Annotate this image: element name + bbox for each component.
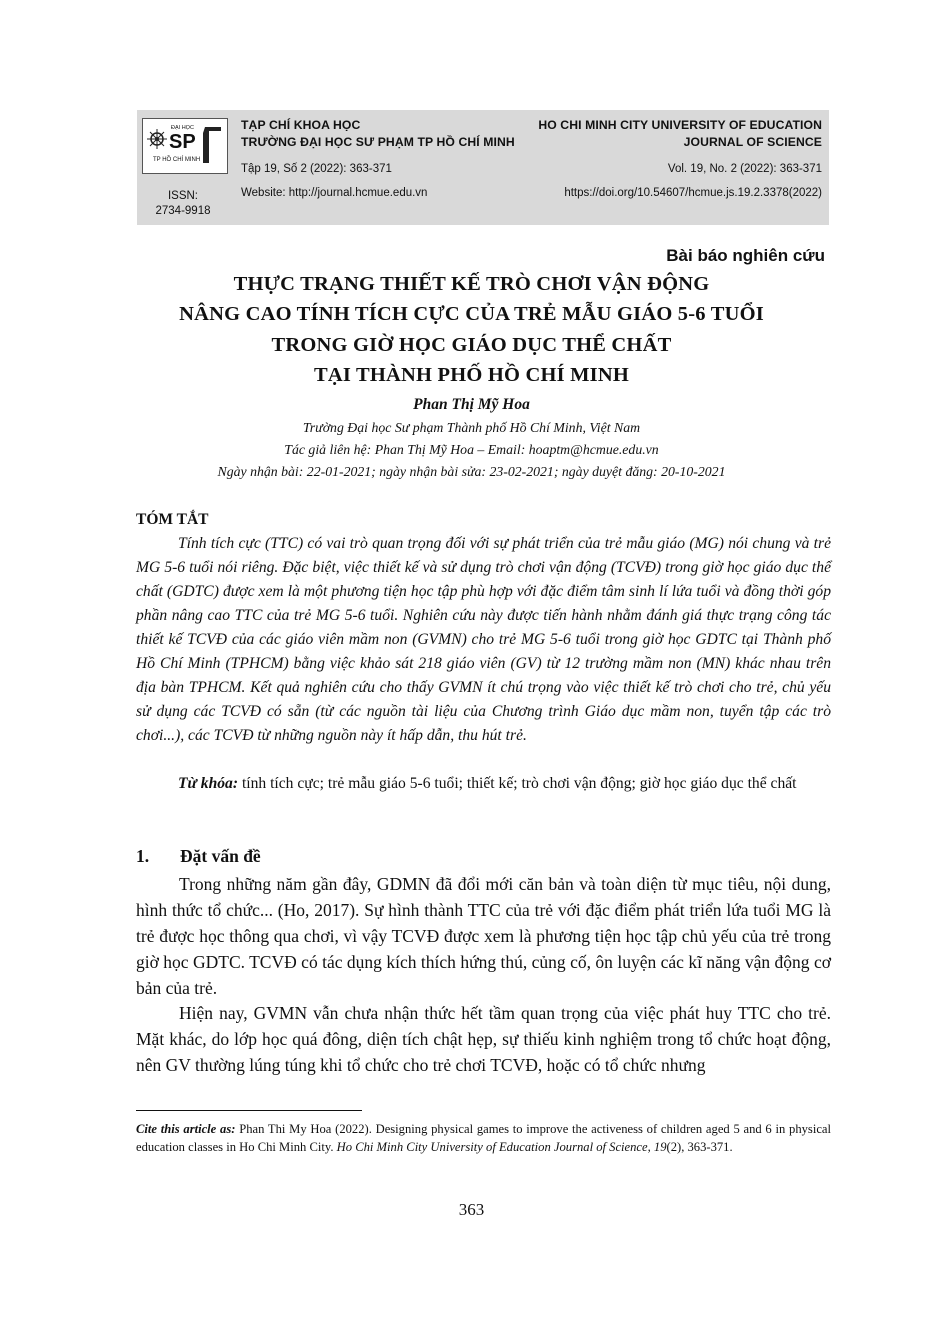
corresponding-author: Tác giả liên hệ: Phan Thị Mỹ Hoa – Email: hoaptm@hcmue.edu.vn [284,442,659,457]
journal-name-vn-1: TẠP CHÍ KHOA HỌC [241,118,361,132]
section-paragraph-1: Trong những năm gần đây, GDMN đã đổi mới căn bản và toàn diện từ mục tiêu, nội dung, hình thức tổ chức... (Ho, 2017). Sự hình thành TTC của trẻ với đặc điểm phát triển lứa tuổi MG là trẻ được học thông qua chơi, vì vậy TCVĐ được xem là phương tiện học tập chủ yếu của trẻ trong giờ học GDTC. TCVĐ có tác dụng kích thích hứng thú, củng cố, ôn luyện các kĩ năng vận động cơ bản của trẻ. [136,874,831,998]
citation-text: Phan Thi My Hoa (2022). Designing physical games to improve the activeness of children aged 5 and 6 in physical education classes in Ho Chi Minh City. [136,1122,832,1154]
citation-footnote [136,1120,831,1156]
issn-value: 2734-9918 [155,205,211,217]
title-line-4: TẠI THÀNH PHỐ HỒ CHÍ MINH [314,364,629,386]
citation-journal: Ho Chi Minh City University of Education Journal of Science, [336,1140,651,1154]
abstract-text: Tính tích cực (TTC) có vai trò quan trọng đối với sự phát triển của trẻ mẫu giáo (MG) nói chung và trẻ MG 5-6 tuổi nói riêng. Đặc biệt, việc thiết kế và sử dụng trò chơi vận động (TCVĐ) trong giờ học giáo dục thể chất (GDTC) được xem là một phương tiện học tập phù hợp với đặc điểm tâm sinh lí lứa tuổi và đồng thời góp phần nâng cao TTC của trẻ MG 5-6 tuổi. Nghiên cứu này được tiến hành nhằm đánh giá thực trạng công tác thiết kế TCVĐ của các giáo viên mầm non (GVMN) cho trẻ MG 5-6 tuổi trong giờ học GDTC tại Thành phố Hồ Chí Minh (TPHCM) bằng việc khảo sát 218 giáo viên (GV) từ 12 trường mầm non (MN) khác nhau trên địa bàn TPHCM. Kết quả nghiên cứu cho thấy GVMN ít chú trọng vào việc thiết kế trò chơi cho trẻ, chủ yếu sử dụng các TCVĐ có sẵn (từ các nguồn tài liệu của Chương trình Giáo dục mầm non, tuyển tập các trò chơi...), các TCVĐ từ những nguồn này ít hấp dẫn, thu hút trẻ. [136,535,831,744]
logo-top-text: ĐẠI HỌC [171,125,194,131]
abstract-heading: TÓM TẮT [136,511,209,528]
affiliation: Trường Đại học Sư phạm Thành phố Hồ Chí Minh, Việt Nam [302,420,641,435]
citation-pages: (2), 363-371. [666,1140,733,1154]
section-paragraph-2: Hiện nay, GVMN vẫn chưa nhận thức hết tầm quan trọng của việc phát huy TTC cho trẻ. Mặt khác, do lớp học quá đông, diện tích chật hẹp, sự thiếu kinh nghiệm trong tổ chức hoạt động, nên GV thường lúng túng khi tổ chức cho trẻ chơi TCVĐ, hoặc có tổ chức nhưng [136,1003,831,1075]
logo-bottom-text: TP HỒ CHÍ MINH [153,157,201,163]
title-line-2: NÂNG CAO TÍNH TÍCH CỰC CỦA TRẺ MẪU GIÁO 5-6 TUỔI [179,303,764,325]
page-number: 363 [458,1200,485,1219]
logo-main-text: SP [169,131,196,153]
doi-link[interactable]: https://doi.org/10.54607/hcmue.js.19.2.3378(2022) [564,187,822,199]
title-line-1: THỰC TRẠNG THIẾT KẾ TRÒ CHƠI VẬN ĐỘNG [233,273,710,295]
citation-volume: 19 [653,1140,667,1154]
keywords-text: tính tích cực; trẻ mẫu giáo 5-6 tuổi; thiết kế; trò chơi vận động; giờ học giáo dục thể chất [241,775,797,792]
keywords [136,772,831,796]
section-number: 1. [136,846,150,866]
citation-label: Cite this article as: [136,1122,236,1136]
section-title: Đặt vấn đề [180,846,261,866]
journal-name-en-2: JOURNAL OF SCIENCE [683,135,822,149]
issn-label: ISSN: [167,190,199,202]
author-name: Phan Thị Mỹ Hoa [413,396,530,413]
footnote-divider [136,1110,362,1111]
journal-name-vn-2: TRƯỜNG ĐẠI HỌC SƯ PHẠM TP HỒ CHÍ MINH [241,135,515,149]
website-link[interactable]: Website: http://journal.hcmue.edu.vn [241,187,428,199]
volume-vn: Tập 19, Số 2 (2022): 363-371 [241,163,392,175]
journal-name-en-1: HO CHI MINH CITY UNIVERSITY OF EDUCATION [538,118,822,132]
submission-dates: Ngày nhận bài: 22-01-2021; ngày nhận bài sửa: 23-02-2021; ngày duyệt đăng: 20-10-2021 [217,464,726,479]
journal-logo [142,118,228,174]
title-line-3: TRONG GIỜ HỌC GIÁO DỤC THỂ CHẤT [271,334,672,356]
article-type: Bài báo nghiên cứu [666,246,825,265]
keywords-label: Từ khóa: [178,775,239,792]
volume-en: Vol. 19, No. 2 (2022): 363-371 [667,163,822,175]
